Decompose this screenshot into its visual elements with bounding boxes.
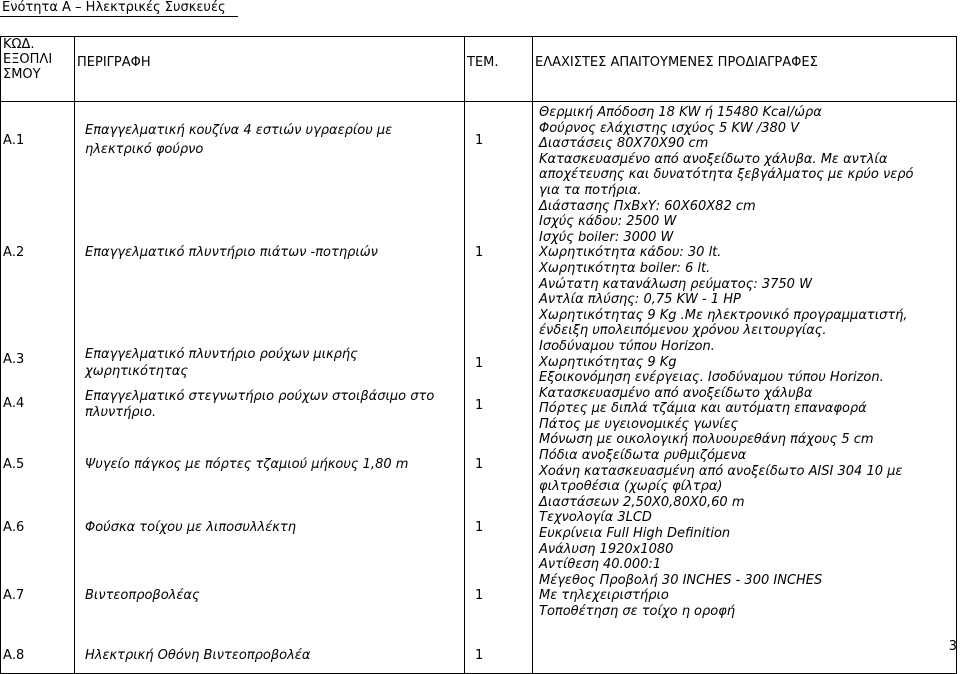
header-quantity: ΤΕΜ. [465, 37, 533, 102]
item-code: Α.2 [3, 245, 25, 260]
spec-line: Διάστασης ΠxΒxΥ: 60Χ60Χ82 cm [539, 198, 756, 214]
spec-line: αποχέτευσης και δυνατότητα ξεβγάλματος με κρύο νερό [539, 167, 914, 183]
spec-line: Αντλία πλύσης: 0,75 KW - 1 HP [539, 292, 741, 308]
spec-line: Φούρνος ελάχιστης ισχύος 5 KW /380 V [539, 120, 800, 136]
spec-line: Ισχύς boiler: 3000 W [539, 229, 674, 245]
item-description: Φούσκα τοίχου με λιποσυλλέκτη [85, 520, 296, 535]
item-description: Επαγγελματικό πλυντήριο πιάτων -ποτηριών [85, 245, 378, 260]
spec-line: Χωρητικότητα κάδου: 30 lt. [539, 245, 722, 261]
spec-line: Με τηλεχειριστήριο [539, 588, 669, 604]
spec-line: Χωρητικότητας 9 Kg .Με ηλεκτρονικό προγραμματιστή, [539, 307, 908, 323]
item-description: Επαγγελματική κουζίνα 4 εστιών υγραερίου με [85, 123, 393, 138]
spec-line: Χοάνη κατασκευασμένη από ανοξείδωτο AISI 304 10 με [539, 463, 903, 479]
item-code: Α.4 [3, 396, 25, 411]
item-quantity: 1 [475, 398, 484, 413]
table-body-row [1, 102, 957, 674]
item-quantity: 1 [475, 648, 484, 663]
spec-line: Πόδια ανοξείδωτα ρυθμιζόμενα [539, 448, 747, 464]
codes-column [1, 102, 75, 674]
spec-line: Θερμική Απόδοση 18 KW ή 15480 Kcal/ώρα [539, 105, 822, 120]
spec-line: Ανώτατη κατανάλωση ρεύματος: 3750 W [539, 276, 812, 292]
specifications-column [533, 102, 957, 674]
item-description: χωρητικότητας [85, 364, 189, 379]
spec-line: Κατασκευασμένο από ανοξείδωτο χάλυβα. Με αντλία [539, 151, 888, 167]
spec-line: Ισοδύναμου τύπου Horizon. [539, 338, 715, 354]
item-description: πλυντήριο. [85, 405, 157, 420]
item-quantity: 1 [475, 356, 484, 371]
spec-line: ένδειξη υπολειπόμενου χρόνου λειτουργίας. [539, 323, 827, 339]
spec-line: Διαστάσεις 80Χ70Χ90 cm [539, 136, 709, 152]
spec-line: Διαστάσεων 2,50Χ0,80Χ0,60 m [539, 494, 745, 510]
item-code: Α.1 [3, 133, 25, 148]
item-quantity: 1 [475, 457, 484, 472]
spec-line: Ανάλυση 1920x1080 [539, 541, 674, 557]
spec-line: Ευκρίνεια Full High Definition [539, 526, 731, 542]
item-description: ηλεκτρικό φούρνο [85, 142, 204, 157]
spec-line: Εξοικονόμηση ενέργειας. Ισοδύναμου τύπου Horizon. [539, 370, 884, 386]
spec-line: Αντίθεση 40.000:1 [539, 557, 662, 573]
item-description: Ψυγείο πάγκος με πόρτες τζαμιού μήκους 1,80 m [85, 457, 409, 472]
spec-line: Κατασκευασμένο από ανοξείδωτο χάλυβα [539, 385, 813, 401]
spec-line: Χωρητικότητας 9 Kg [539, 354, 677, 370]
spec-line: για τα ποτήρια. [539, 182, 642, 198]
spec-line: Τοποθέτηση σε τοίχο η οροφή [539, 604, 736, 619]
page-number: 3 [948, 639, 957, 654]
item-code: Α.8 [3, 648, 25, 663]
equipment-spec-table [0, 36, 957, 674]
spec-line: Ισχύς κάδου: 2500 W [539, 214, 677, 230]
spec-line: Χωρητικότητα boiler: 6 lt. [539, 260, 711, 276]
item-quantity: 1 [475, 588, 484, 603]
specification-lines [539, 105, 914, 620]
spec-line: Πόρτες με διπλά τζάμια και αυτόματη επαναφορά [539, 401, 867, 417]
header-specs: ΕΛΑΧΙΣΤΕΣ ΑΠΑΙΤΟΥΜΕΝΕΣ ΠΡΟΔΙΑΓΡΑΦΕΣ [533, 37, 957, 102]
item-code: Α.6 [3, 520, 25, 535]
spec-line: Μόνωση με οικολογική πολυουρεθάνη πάχους 5 cm [539, 432, 874, 448]
item-quantity: 1 [475, 245, 484, 260]
item-description: Επαγγελματικό στεγνωτήριο ρούχων στοιβάσιμο στο [85, 389, 435, 404]
header-description: ΠΕΡΙΓΡΑΦΗ [75, 37, 465, 102]
item-quantity: 1 [475, 133, 484, 148]
item-code: Α.3 [3, 352, 25, 367]
item-description: Ηλεκτρική Οθόνη Βιντεοπροβολέα [85, 648, 311, 663]
item-description: Επαγγελματικό πλυντήριο ρούχων μικρής [85, 347, 358, 362]
header-code: ΚΩΔ. ΕΞΟΠΛΙ ΣΜΟΥ [1, 37, 75, 102]
item-quantity: 1 [475, 520, 484, 535]
quantities-column [465, 102, 533, 674]
descriptions-column [75, 102, 465, 674]
spec-line: Μέγεθος Προβολή 30 INCHES - 300 INCHES [539, 572, 823, 588]
spec-line: φιλτροθέσια (χωρίς φίλτρα) [539, 479, 723, 495]
item-description: Βιντεοπροβολέας [85, 588, 200, 603]
item-code: Α.7 [3, 588, 25, 603]
spec-line: Τεχνολογία 3LCD [539, 510, 652, 526]
item-code: Α.5 [3, 457, 25, 472]
table-header-row [1, 37, 957, 102]
spec-line: Πάτος με υγειονομικές γωνίες [539, 416, 739, 432]
section-title: Ενότητα Α – Ηλεκτρικές Συσκευές [2, 0, 226, 15]
section-title-underline [0, 16, 238, 17]
